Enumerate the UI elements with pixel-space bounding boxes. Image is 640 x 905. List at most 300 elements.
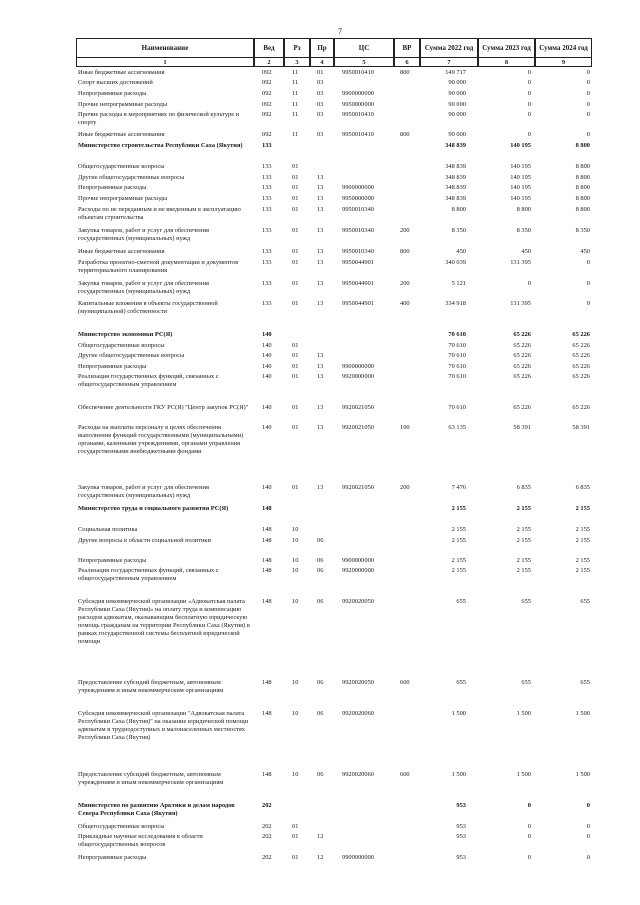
colnum-9: 9	[535, 58, 592, 67]
cell-s2: 0	[527, 69, 531, 76]
cell-ved: 133	[262, 227, 272, 234]
cell-s2: 0	[527, 101, 531, 108]
cell-s3: 0	[586, 131, 590, 138]
cell-rz: 01	[292, 373, 299, 380]
cell-s2: 140 195	[510, 195, 531, 202]
cell-name: Министерство по развитию Арктики и делам народов Севера Республики Саха (Якутия)	[78, 802, 235, 817]
cell-s2: 0	[527, 79, 531, 86]
cell-s2: 0	[527, 111, 531, 118]
cell-s3: 655	[580, 679, 590, 686]
cell-name: Иные бюджетные ассигнования	[78, 131, 165, 138]
cell-s1: 70 610	[448, 352, 466, 359]
cell-pr: 13	[317, 259, 324, 266]
cell-s1: 8 800	[451, 206, 466, 213]
cell-s1: 655	[456, 598, 466, 605]
cell-s1: 70 610	[448, 404, 466, 411]
cell-name: Непрограммные расходы	[78, 854, 147, 861]
cell-s2: 131 395	[510, 259, 531, 266]
cell-ved: 140	[262, 424, 272, 431]
colnum-4: 4	[310, 58, 334, 67]
cell-pr: 03	[317, 90, 324, 97]
header-ved: Вед	[254, 38, 284, 58]
cell-name: Иные бюджетные ассигнования	[78, 69, 165, 76]
cell-s2: 655	[521, 679, 531, 686]
cell-s3: 0	[586, 300, 590, 307]
cell-s1: 2 155	[451, 526, 466, 533]
colnum-8: 8	[478, 58, 535, 67]
cell-cs: 9950000000	[342, 101, 374, 108]
cell-s1: 2 155	[451, 505, 466, 512]
cell-name: Непрограммные расходы	[78, 90, 147, 97]
cell-rz: 01	[292, 854, 299, 861]
cell-s2: 140 195	[510, 163, 531, 170]
cell-name: Общегосударственные вопросы	[78, 823, 165, 830]
cell-rz: 01	[292, 206, 299, 213]
header-vr: ВР	[394, 38, 420, 58]
cell-rz: 01	[292, 227, 299, 234]
cell-rz: 01	[292, 163, 299, 170]
cell-name: Прочие расходы в мероприятиях по физической культуре и спорту	[78, 111, 240, 126]
cell-rz: 10	[292, 598, 299, 605]
cell-vr: 800	[400, 131, 410, 138]
cell-s1: 8 350	[451, 227, 466, 234]
cell-ved: 133	[262, 195, 272, 202]
cell-cs: 9950044901	[342, 259, 374, 266]
cell-s1: 1 500	[451, 710, 466, 717]
header-pr: Пр	[310, 38, 334, 58]
cell-name: Разработка проектно-сметной документации и документов территориального планирования	[78, 259, 239, 274]
cell-name: Закупка товаров, работ и услуг для обеспечения государственных (муниципальных) нужд	[78, 280, 209, 295]
cell-s1: 450	[456, 248, 466, 255]
colnum-6: 6	[394, 58, 420, 67]
cell-pr: 06	[317, 710, 324, 717]
cell-pr: 13	[317, 184, 324, 191]
cell-pr: 01	[317, 69, 324, 76]
cell-name: Министерство строительства Республики Саха (Якутия)	[78, 142, 243, 149]
cell-s3: 2 155	[575, 526, 590, 533]
cell-pr: 13	[317, 424, 324, 431]
cell-s1: 149 717	[445, 69, 466, 76]
cell-s1: 90 000	[448, 111, 466, 118]
cell-s1: 90 000	[448, 79, 466, 86]
cell-s2: 0	[527, 280, 531, 287]
cell-s3: 2 155	[575, 567, 590, 574]
cell-s3: 0	[586, 823, 590, 830]
cell-s1: 953	[456, 802, 466, 809]
cell-name: Общегосударственные вопросы	[78, 342, 165, 349]
cell-s1: 348 839	[445, 184, 466, 191]
cell-vr: 200	[400, 280, 410, 287]
cell-s1: 953	[456, 854, 466, 861]
cell-rz: 01	[292, 484, 299, 491]
cell-s3: 0	[586, 259, 590, 266]
cell-rz: 11	[292, 101, 299, 108]
cell-pr: 03	[317, 79, 324, 86]
cell-s3: 0	[586, 69, 590, 76]
cell-s2: 6 835	[516, 484, 531, 491]
cell-ved: 140	[262, 352, 272, 359]
cell-s3: 1 500	[575, 771, 590, 778]
cell-s3: 0	[586, 833, 590, 840]
header-sum-2024: Сумма 2024 год	[535, 38, 592, 58]
cell-s2: 65 226	[513, 331, 531, 338]
cell-s2: 0	[527, 823, 531, 830]
cell-ved: 148	[262, 598, 272, 605]
cell-s1: 70 610	[448, 363, 466, 370]
cell-ved: 133	[262, 142, 272, 149]
cell-name: Социальная политика	[78, 526, 138, 533]
cell-s2: 65 226	[513, 373, 531, 380]
cell-pr: 03	[317, 131, 324, 138]
cell-s2: 0	[527, 854, 531, 861]
cell-s1: 63 135	[448, 424, 466, 431]
cell-name: Иные бюджетные ассигнования	[78, 248, 165, 255]
cell-ved: 092	[262, 79, 272, 86]
cell-s3: 8 800	[575, 195, 590, 202]
cell-s2: 2 155	[516, 567, 531, 574]
cell-name: Капитальные вложения в объекты государственной (муниципальной) собственности	[78, 300, 218, 315]
cell-cs: 9920000000	[342, 373, 374, 380]
cell-pr: 13	[317, 300, 324, 307]
colnum-7: 7	[420, 58, 478, 67]
cell-ved: 133	[262, 184, 272, 191]
cell-vr: 200	[400, 227, 410, 234]
cell-s1: 2 155	[451, 557, 466, 564]
colnum-2: 2	[254, 58, 284, 67]
cell-ved: 202	[262, 802, 272, 809]
cell-pr: 13	[317, 195, 324, 202]
cell-cs: 9950010410	[342, 131, 374, 138]
cell-cs: 9920020050	[342, 598, 374, 605]
cell-s3: 0	[586, 280, 590, 287]
cell-rz: 11	[292, 111, 299, 118]
cell-rz: 01	[292, 195, 299, 202]
cell-rz: 01	[292, 833, 299, 840]
cell-ved: 133	[262, 174, 272, 181]
cell-s2: 8 350	[516, 227, 531, 234]
cell-name: Субсидия некоммерческой организации «Адвокатская палата Республики Саха (Якутия)» на оплату труда и компенсацию расходов адвокатам, оказывающим бесплатную юридическую помощь гражданам на территории Республики Саха (Якутия) в рамках государственной системы бесплатной юридической помощи	[78, 598, 250, 645]
cell-ved: 133	[262, 259, 272, 266]
cell-name: Закупка товаров, работ и услуг для обеспечения государственных (муниципальных) нужд	[78, 484, 209, 499]
colnum-3: 3	[284, 58, 310, 67]
cell-s2: 65 226	[513, 342, 531, 349]
cell-rz: 01	[292, 280, 299, 287]
cell-name: Прикладные научные исследования в области общегосударственных вопросов	[78, 833, 203, 848]
cell-s3: 65 226	[572, 331, 590, 338]
header-rz: Рз	[284, 38, 310, 58]
cell-s3: 58 391	[572, 424, 590, 431]
cell-ved: 092	[262, 111, 272, 118]
cell-s1: 334 918	[445, 300, 466, 307]
page-number: 7	[338, 27, 342, 36]
cell-s3: 0	[586, 111, 590, 118]
cell-name: Обеспечение деятельности ГКУ РС(Я) "Центр закупок РС(Я)"	[78, 404, 249, 411]
cell-pr: 06	[317, 537, 324, 544]
cell-s2: 655	[521, 598, 531, 605]
cell-vr: 800	[400, 69, 410, 76]
cell-rz: 01	[292, 823, 299, 830]
cell-s3: 65 226	[572, 342, 590, 349]
cell-cs: 9900000000	[342, 184, 374, 191]
cell-ved: 148	[262, 710, 272, 717]
cell-cs: 9950010340	[342, 206, 374, 213]
cell-rz: 01	[292, 363, 299, 370]
cell-ved: 148	[262, 505, 272, 512]
cell-pr: 13	[317, 174, 324, 181]
cell-rz: 10	[292, 526, 299, 533]
cell-name: Прочие непрограммные расходы	[78, 101, 168, 108]
cell-name: Предоставление субсидий бюджетным, автономным учреждениям и иным некоммерческим организациям	[78, 679, 224, 694]
cell-ved: 133	[262, 280, 272, 287]
cell-rz: 01	[292, 248, 299, 255]
cell-s3: 65 226	[572, 352, 590, 359]
cell-name: Реализация государственных функций, связанных с общегосударственным управлением	[78, 373, 219, 388]
cell-s3: 65 226	[572, 363, 590, 370]
cell-ved: 148	[262, 771, 272, 778]
cell-s3: 0	[586, 79, 590, 86]
cell-rz: 01	[292, 404, 299, 411]
cell-ved: 148	[262, 557, 272, 564]
cell-name: Другие вопросы в области социальной политики	[78, 537, 211, 544]
cell-s3: 655	[580, 598, 590, 605]
cell-cs: 9920021050	[342, 484, 374, 491]
cell-ved: 140	[262, 404, 272, 411]
cell-s2: 65 226	[513, 352, 531, 359]
cell-s3: 0	[586, 101, 590, 108]
cell-pr: 13	[317, 373, 324, 380]
cell-rz: 01	[292, 184, 299, 191]
cell-name: Расходы на выплаты персоналу в целях обеспечения выполнения функций государственными (муниципальными) органами, казенными учреждениями, органами управления государственными внебюджетными фондами	[78, 424, 244, 455]
cell-ved: 148	[262, 537, 272, 544]
cell-pr: 06	[317, 598, 324, 605]
cell-s2: 0	[527, 833, 531, 840]
cell-s3: 1 500	[575, 710, 590, 717]
header-name: Наименование	[76, 38, 254, 58]
cell-rz: 10	[292, 567, 299, 574]
cell-name: Министерство труда и социального развития РС(Я)	[78, 505, 229, 512]
cell-s2: 65 226	[513, 404, 531, 411]
header-sum-2023: Сумма 2023 год	[478, 38, 535, 58]
cell-name: Непрограммные расходы	[78, 363, 147, 370]
cell-name: Другие общегосударственные вопросы	[78, 352, 185, 359]
cell-s1: 655	[456, 679, 466, 686]
cell-ved: 133	[262, 248, 272, 255]
cell-ved: 092	[262, 101, 272, 108]
cell-rz: 01	[292, 300, 299, 307]
cell-s2: 140 195	[510, 142, 531, 149]
cell-s3: 65 226	[572, 373, 590, 380]
cell-s1: 348 839	[445, 174, 466, 181]
cell-rz: 01	[292, 424, 299, 431]
cell-s1: 70 610	[448, 342, 466, 349]
cell-rz: 01	[292, 259, 299, 266]
cell-pr: 13	[317, 363, 324, 370]
cell-pr: 03	[317, 101, 324, 108]
cell-pr: 06	[317, 679, 324, 686]
cell-s1: 340 039	[445, 259, 466, 266]
cell-s2: 2 155	[516, 526, 531, 533]
cell-s2: 0	[527, 131, 531, 138]
cell-s2: 8 800	[516, 206, 531, 213]
cell-cs: 9900000000	[342, 90, 374, 97]
cell-rz: 11	[292, 131, 299, 138]
cell-cs: 9920020060	[342, 771, 374, 778]
cell-s3: 2 155	[575, 557, 590, 564]
cell-cs: 9950044901	[342, 300, 374, 307]
cell-ved: 148	[262, 567, 272, 574]
cell-s1: 2 155	[451, 567, 466, 574]
cell-cs: 9920021050	[342, 404, 374, 411]
cell-s1: 2 155	[451, 537, 466, 544]
cell-s1: 1 500	[451, 771, 466, 778]
cell-s1: 70 610	[448, 373, 466, 380]
cell-name: Предоставление субсидий бюджетным, автономным учреждениям и иным некоммерческим организациям	[78, 771, 224, 786]
cell-ved: 140	[262, 331, 272, 338]
cell-s1: 348 839	[445, 195, 466, 202]
cell-s2: 140 195	[510, 174, 531, 181]
cell-name: Непрограммные расходы	[78, 557, 147, 564]
cell-cs: 9950010410	[342, 69, 374, 76]
cell-ved: 148	[262, 526, 272, 533]
cell-rz: 10	[292, 679, 299, 686]
cell-s3: 6 835	[575, 484, 590, 491]
cell-s3: 0	[586, 90, 590, 97]
cell-s2: 131 395	[510, 300, 531, 307]
cell-ved: 133	[262, 206, 272, 213]
cell-s1: 953	[456, 823, 466, 830]
cell-ved: 140	[262, 484, 272, 491]
cell-s2: 2 155	[516, 537, 531, 544]
cell-s2: 1 500	[516, 710, 531, 717]
cell-s3: 450	[580, 248, 590, 255]
cell-name: Прочие непрограммные расходы	[78, 195, 168, 202]
cell-rz: 01	[292, 342, 299, 349]
cell-cs: 9900000000	[342, 363, 374, 370]
cell-name: Расходы по не переданным и не введенным в эксплуатацию объектам строительства	[78, 206, 241, 221]
cell-vr: 400	[400, 300, 410, 307]
cell-s3: 0	[586, 854, 590, 861]
cell-ved: 092	[262, 131, 272, 138]
cell-rz: 10	[292, 771, 299, 778]
cell-name: Непрограммные расходы	[78, 184, 147, 191]
cell-pr: 06	[317, 771, 324, 778]
cell-s3: 8 800	[575, 142, 590, 149]
cell-name: Спорт высших достижений	[78, 79, 153, 86]
cell-s2: 140 195	[510, 184, 531, 191]
cell-pr: 13	[317, 280, 324, 287]
cell-name: Субсидия некоммерческой организации "Адвокатская палата Республики Саха (Якутия)" на оказание юридической помощи адвокатам в труднодоступных и малонаселенных местностях Республики Саха (Якутия)	[78, 710, 249, 741]
cell-ved: 140	[262, 373, 272, 380]
cell-cs: 9950044901	[342, 280, 374, 287]
cell-name: Общегосударственные вопросы	[78, 163, 165, 170]
cell-ved: 202	[262, 823, 272, 830]
cell-vr: 100	[400, 424, 410, 431]
cell-s1: 90 000	[448, 131, 466, 138]
cell-ved: 140	[262, 363, 272, 370]
cell-s3: 8 800	[575, 163, 590, 170]
header-cs: ЦС	[334, 38, 394, 58]
cell-s2: 0	[527, 90, 531, 97]
cell-rz: 10	[292, 557, 299, 564]
cell-cs: 9920020060	[342, 710, 374, 717]
cell-rz: 01	[292, 352, 299, 359]
cell-pr: 13	[317, 352, 324, 359]
cell-pr: 12	[317, 854, 324, 861]
cell-s1: 953	[456, 833, 466, 840]
colnum-1: 1	[76, 58, 254, 67]
cell-cs: 9900000000	[342, 854, 374, 861]
cell-vr: 600	[400, 679, 410, 686]
cell-s2: 0	[527, 802, 531, 809]
cell-s1: 348 839	[445, 142, 466, 149]
cell-ved: 202	[262, 854, 272, 861]
cell-s3: 8 350	[575, 227, 590, 234]
cell-s2: 2 155	[516, 505, 531, 512]
cell-ved: 092	[262, 69, 272, 76]
cell-pr: 13	[317, 248, 324, 255]
cell-s1: 90 000	[448, 101, 466, 108]
cell-ved: 202	[262, 833, 272, 840]
cell-ved: 133	[262, 300, 272, 307]
cell-s2: 58 391	[513, 424, 531, 431]
cell-s3: 8 800	[575, 184, 590, 191]
cell-s3: 2 155	[575, 505, 590, 512]
cell-pr: 13	[317, 404, 324, 411]
cell-ved: 148	[262, 679, 272, 686]
header-sum-2022: Сумма 2022 год	[420, 38, 478, 58]
cell-pr: 13	[317, 206, 324, 213]
cell-s2: 2 155	[516, 557, 531, 564]
cell-name: Министерство экономики РС(Я)	[78, 331, 173, 338]
cell-s3: 65 226	[572, 404, 590, 411]
colnum-5: 5	[334, 58, 394, 67]
cell-rz: 11	[292, 69, 299, 76]
cell-s1: 70 610	[448, 331, 466, 338]
cell-rz: 10	[292, 710, 299, 717]
cell-ved: 092	[262, 90, 272, 97]
cell-pr: 13	[317, 227, 324, 234]
cell-s3: 2 155	[575, 537, 590, 544]
cell-s1: 90 000	[448, 90, 466, 97]
cell-s1: 348 839	[445, 163, 466, 170]
cell-cs: 9950010340	[342, 227, 374, 234]
cell-s2: 65 226	[513, 363, 531, 370]
cell-vr: 200	[400, 484, 410, 491]
cell-vr: 600	[400, 771, 410, 778]
cell-s2: 450	[521, 248, 531, 255]
cell-cs: 9950000000	[342, 195, 374, 202]
cell-cs: 9920020050	[342, 679, 374, 686]
cell-pr: 12	[317, 833, 324, 840]
cell-pr: 13	[317, 484, 324, 491]
cell-pr: 06	[317, 567, 324, 574]
cell-s3: 8 800	[575, 174, 590, 181]
cell-rz: 11	[292, 90, 299, 97]
cell-rz: 01	[292, 174, 299, 181]
cell-cs: 9950010340	[342, 248, 374, 255]
cell-name: Реализация государственных функций, связанных с общегосударственным управлением	[78, 567, 219, 582]
cell-name: Закупка товаров, работ и услуг для обеспечения государственных (муниципальных) нужд	[78, 227, 209, 242]
cell-rz: 11	[292, 79, 299, 86]
cell-cs: 9950010410	[342, 111, 374, 118]
cell-vr: 800	[400, 248, 410, 255]
cell-cs: 9900000000	[342, 557, 374, 564]
cell-pr: 03	[317, 111, 324, 118]
cell-s1: 5 121	[451, 280, 466, 287]
cell-ved: 133	[262, 163, 272, 170]
cell-cs: 9920000000	[342, 567, 374, 574]
cell-s3: 0	[586, 802, 590, 809]
